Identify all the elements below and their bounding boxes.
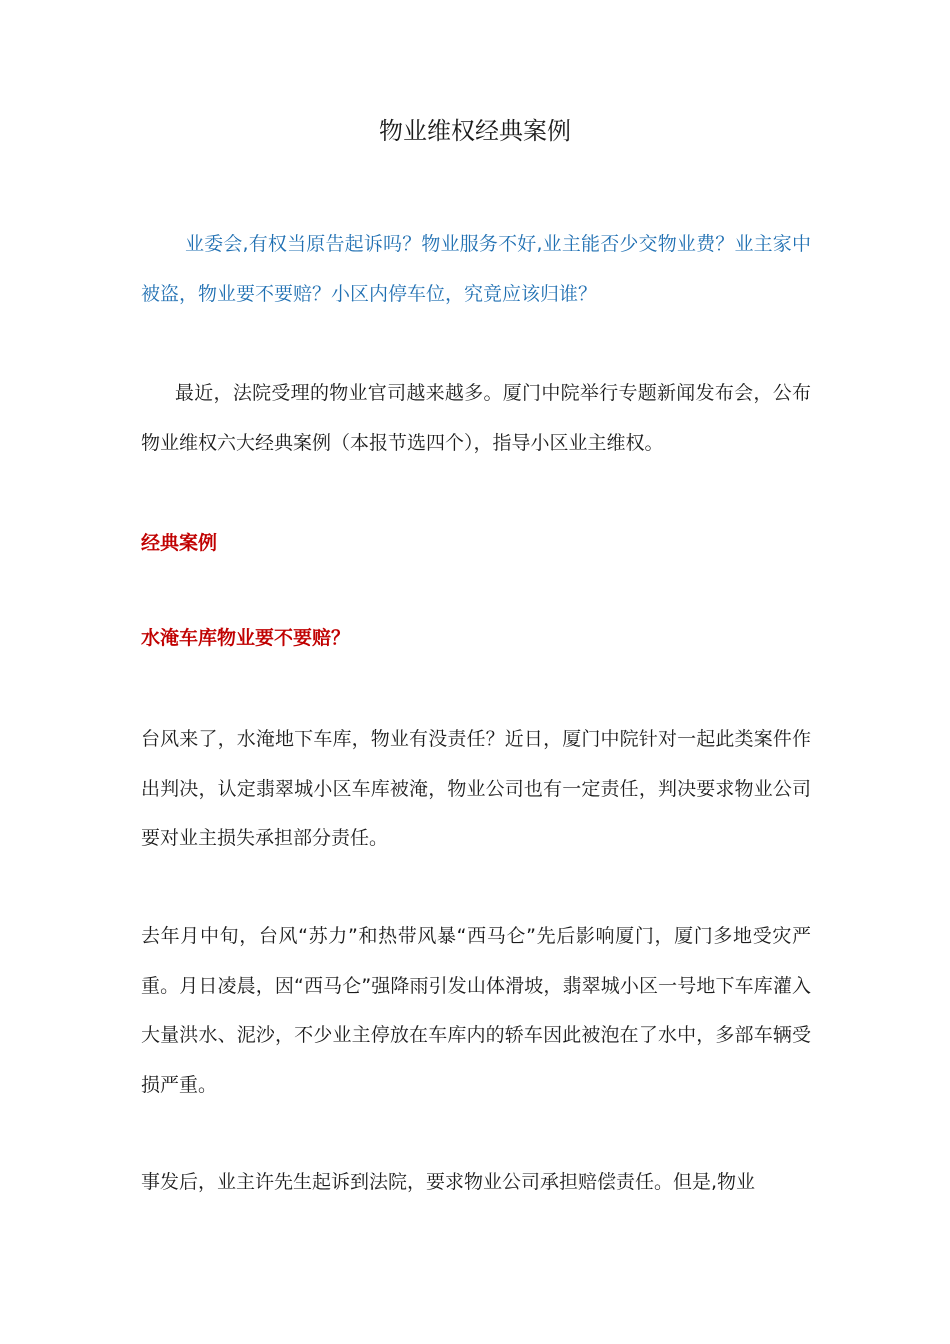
section-heading: 经典案例	[141, 532, 218, 554]
body-paragraph-1: 最近，法院受理的物业官司越来越多。厦门中院举行专题新闻发布会，公布物业维权六大经典案例（本报节选四个），指导小区业主维权。	[141, 382, 811, 454]
document-title: 物业维权经典案例	[379, 117, 571, 145]
intro-paragraph: 业委会,有权当原告起诉吗？物业服务不好,业主能否少交物业费？业主家中被盗，物业要不要赔？小区内停车位，究竟应该归谁？	[141, 233, 811, 305]
case-heading: 水淹车库物业要不要赔？	[141, 627, 351, 649]
body-paragraph-4: 事发后，业主许先生起诉到法院，要求物业公司承担赔偿责任。但是,物业	[141, 1171, 756, 1193]
body-paragraph-3: 去年月中旬，台风“苏力”和热带风暴“西马仑”先后影响厦门，厦门多地受灾严重。月日凌晨，因“西马仑”强降雨引发山体滑坡，翡翠城小区一号地下车库灌入大量洪水、泥沙，不少业主停放在车库内的轿车因此被泡在了水中，多部车辆受损严重。	[141, 925, 811, 1096]
body-paragraph-2: 台风来了，水淹地下车库，物业有没责任？近日，厦门中院针对一起此类案件作出判决，认定翡翠城小区车库被淹，物业公司也有一定责任，判决要求物业公司要对业主损失承担部分责任。	[141, 728, 811, 849]
